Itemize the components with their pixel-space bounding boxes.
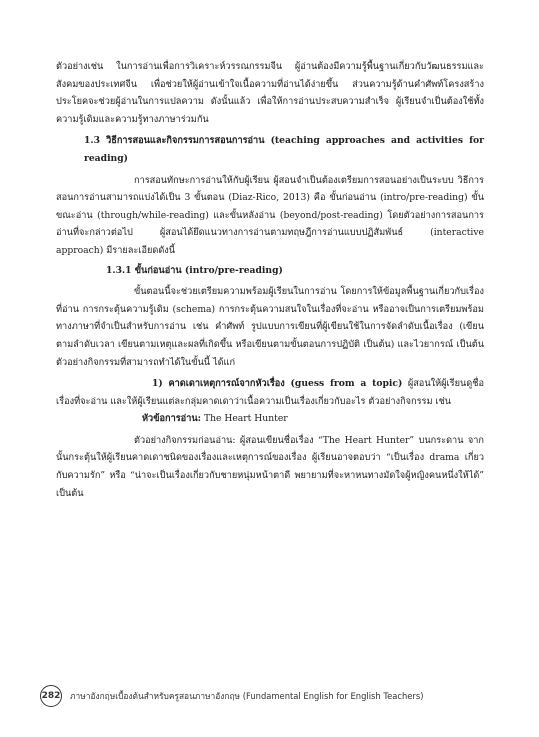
reading-topic-label: หัวข้อการอ่าน: bbox=[142, 413, 202, 425]
page-footer bbox=[40, 685, 500, 707]
paragraph-intro: ตัวอย่างเช่น ในการอ่านเพื่อการวิเคราะห์วรรณกรรมจีน ผู้อ่านต้องมีความรู้พื้นฐานเกี่ยวกับวัฒนธรรมและสังคมของประเทศจีน เพื่อช่วยให้ผู้อ่านเข้าใจเนื้อความที่อ่านได้ง่ายขึ้น ส่วนความรู้ด้านคำศัพท์โครงสร้างประโยคจะช่วยผู้อ่านในการแปลความ ดังนั้นแล้ว เพื่อให้การอ่านประสบความสำเร็จ ผู้เรียนจำเป็นต้องใช้ทั้งความรู้เดิมและความรู้ทางภาษาร่วมกัน bbox=[56, 61, 484, 125]
footer-book-title: ภาษาอังกฤษเบื้องต้นสำหรับครูสอนภาษาอังกฤษ (Fundamental English for English Teachers) bbox=[70, 691, 424, 701]
reading-topic bbox=[56, 410, 484, 428]
page-number: 282 bbox=[40, 685, 62, 707]
activity-item-1 bbox=[56, 375, 484, 410]
paragraph-teaching-steps: การสอนทักษะการอ่านให้กับผู้เรียน ผู้สอนจำเป็นต้องเตรียมการสอนอย่างเป็นระบบ วิธีการสอนการอ่านสามารถแบ่งได้เป็น 3 ขั้นตอน (Diaz-Rico, 2013) คือ ขั้นก่อนอ่าน (intro/pre-reading) ขั้นขณะอ่าน (through/while-reading) และขั้นหลังอ่าน (beyond/post-reading) โดยตัวอย่างการสอนการอ่านที่จะกล่าวต่อไป ผู้สอนได้ยึดแนวทางการอ่านตามทฤษฎีการอ่านแบบปฏิสัมพันธ์ (interactive approach) มีรายละเอียดดังนี้ bbox=[56, 174, 484, 256]
paragraph-activity-example: ตัวอย่างกิจกรรมก่อนอ่าน: ผู้สอนเขียนชื่อเรื่อง “The Heart Hunter” บนกระดาน จากนั้นกระตุ้นให้ผู้เรียนคาดเดาชนิดของเรื่องและเหตุการณ์ของเรื่อง ผู้เรียนอาจตอบว่า “เป็นเรื่อง drama เกี่ยวกับความรัก” หรือ “น่าจะเป็นเรื่องเกี่ยวกับชายหนุ่มหน้าตาดี พยายามที่จะหาหนทางมัดใจผู้หญิงคนหนึ่งให้ได้” เป็นต้น bbox=[56, 434, 484, 499]
section-heading-1-3: 1.3 วิธีการสอนและกิจกรรมการสอนการอ่าน (teaching approaches and activities for reading) bbox=[84, 135, 484, 164]
reading-topic-value: The Heart Hunter bbox=[201, 413, 288, 425]
activity-item-1-label: 1) คาดเดาเหตุการณ์จากหัวเรื่อง (guess from a topic) bbox=[152, 378, 403, 390]
body-text bbox=[56, 58, 484, 502]
activity-item-1-text: ผู้สอนให้ผู้เรียนดูชื่อเรื่องที่จะอ่าน และให้ผู้เรียนแต่ละกลุ่มคาดเดาว่าเนื้อความเป็นเรื่องเกี่ยวกับอะไร ตัวอย่างกิจกรรม เช่น bbox=[56, 378, 484, 407]
paragraph-pre-reading: ขั้นตอนนี้จะช่วยเตรียมความพร้อมผู้เรียนในการอ่าน โดยการให้ข้อมูลพื้นฐานเกี่ยวกับเรื่องที่อ่าน การกระตุ้นความรู้เดิม (schema) การกระตุ้นความสนใจในเรื่องที่จะอ่าน หรืออาจเป็นการเตรียมพร้อมทางภาษาที่จำเป็นสำหรับการอ่าน เช่น คำศัพท์ รูปแบบการเขียนที่ผู้เขียนใช้ในการจัดลำดับเนื้อเรื่อง (เขียนตามลำดับเวลา เขียนตามเหตุและผลที่เกิดขึ้น หรือเขียนตามขั้นตอนการปฏิบัติ เป็นต้น) และไวยากรณ์ เป็นต้น ตัวอย่างกิจกรรมที่สามารถทำได้ในขั้นนี้ ได้แก่ bbox=[56, 286, 484, 368]
subsection-heading-1-3-1: 1.3.1 ขั้นก่อนอ่าน (intro/pre-reading) bbox=[106, 264, 283, 276]
